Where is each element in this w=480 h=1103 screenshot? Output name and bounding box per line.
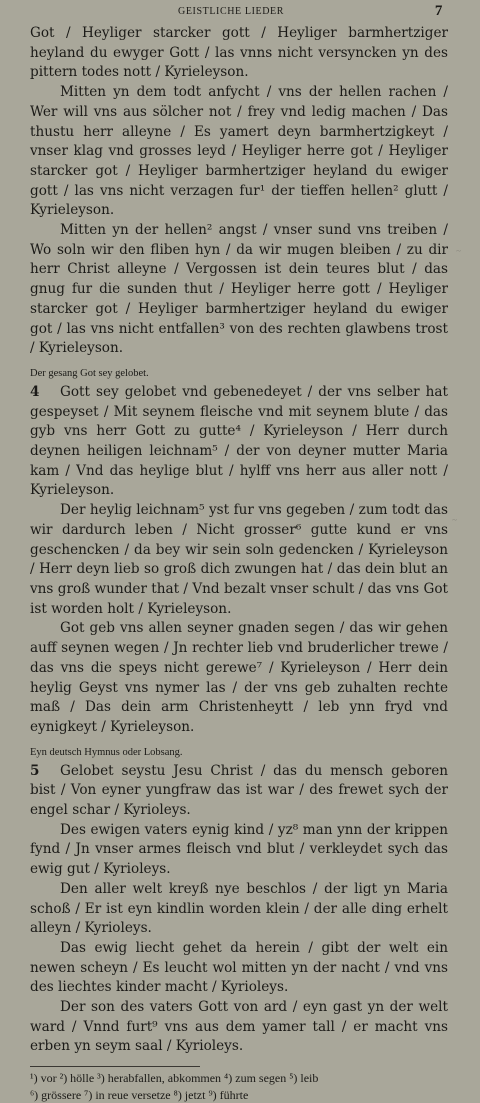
verse-paragraph: Der son des vaters Gott von ard / eyn gast yn der welt ward / Vnnd furt⁹ vns aus dem yamer tall / er macht vns erben yn seym saal / Kyrioleys. [30, 999, 448, 1055]
verse-paragraph: Der heylig leichnam⁵ yst fur vns gegeben / zum todt das wir dardurch leben / Nicht grosser⁶ gutte kund er vns geschencken / da bey wir sein soln gedencken / Kyrieleyson / Herr deyn lieb so groß dich zwungen hat / das dein blut an vns groß wunder that / Vnd bezalt vnser schult / das vns Got ist worden holt / Kyrieleyson. [30, 502, 448, 617]
margin-pencil-mark: ~ [456, 246, 462, 256]
verse-text: Gelobet seystu Jesu Christ / das du mensch geboren bist / Von eyner yungfraw das ist war / des frewet sych der engel schar / Kyrioleys. [30, 762, 448, 819]
verse-paragraph: Got / Heyliger starcker gott / Heyliger barmhertziger heyland du ewyger Gott / las vnns nicht versyncken yn des pittern todes nott / Kyrieleyson. [30, 25, 448, 81]
verse-paragraph: Mitten yn der hellen² angst / vnser sund vns treiben / Wo soln wir den fliben hyn / da wir mugen bleiben / zu dir herr Christ alleyne / Vergossen ist dein teures blut / das gnug fur die sunden thut / Heyliger herre gott / Heyliger starcker got / Heyliger barmhertziger heyland du ewiger got / las vns nicht entfallen³ von des rechten glawbens trost / Kyrieleyson. [30, 222, 448, 357]
running-head [0, 3, 480, 20]
song-heading: Eyn deutsch Hymnus oder Lobsang. [30, 746, 183, 758]
verse-text: Gott sey gelobet vnd gebenedeyet / der vns selber hat gespeyset / Mit seynem fleische vnd mit seynem blute / das gyb vns herr Gott zu gutte⁴ / Kyrieleyson / Herr durch deynen heiligen leichnam⁵ / der von deyner mutter Maria kam / Vnd das heylige blut / hylff vns herr aus aller nott / Kyrieleyson. [30, 383, 448, 499]
verse-paragraph: Mitten yn dem todt anfycht / vns der hellen rachen / Wer will vns aus sölcher not / frey vnd ledig machen / Das thustu herr alleyne / Es yamert deyn barmhertzigkeyt / vnser klag vnd grosses leyd / Heyliger herre got / Heyliger starcker got / Heyliger barmhertziger heyland du ewiger gott / las vns nicht verzagen fur¹ der tieffen hellen² glutt / Kyrieleyson. [30, 84, 448, 219]
verse-paragraph: Got geb vns allen seyner gnaden segen / das wir gehen auff seynen wegen / Jn rechter lieb vnd bruderlicher trewe / das vns die speys nicht gerewe⁷ / Kyrieleyson / Herr dein heylig Geyst vns nymer las / der vns geb zuhalten rechte maß / Das dein arm Christenheytt / leb ynn fryd vnd eynigkeyt / Kyrieleyson. [30, 620, 448, 735]
footnote-rule [30, 1066, 200, 1067]
song-number: 5 [30, 762, 40, 779]
running-title: GEISTLICHE LIEDER [178, 6, 285, 17]
verse-paragraph [30, 383, 448, 501]
footnotes [30, 1070, 448, 1103]
body-text [30, 24, 448, 1103]
margin-pencil-mark: ~ [452, 515, 458, 525]
verse-paragraph: Den aller welt kreyß nye beschlos / der ligt yn Maria schoß / Er ist eyn kindlin worden klein / der alle ding erhelt alleyn / Kyrioleys. [30, 880, 448, 937]
song-heading: Der gesang Got sey gelobet. [30, 367, 149, 379]
verse-paragraph: Das ewig liecht gehet da herein / gibt der welt ein newen scheyn / Es leucht wol mitten yn der nacht / vnd vns des liechtes kinder macht / Kyrioleys. [30, 939, 448, 996]
footnote-line: ⁶) grössere ⁷) in reue versetze ⁸) jetzt ⁹) führte [30, 1087, 249, 1102]
page-number: 7 [434, 3, 443, 19]
verse-paragraph: Des ewigen vaters eynig kind / yz⁸ man ynn der krippen fynd / Jn vnser armes fleisch vnd blut / verkleydet sych das ewig gut / Kyrioleys. [30, 821, 448, 878]
verse-paragraph [30, 762, 448, 821]
song-number: 4 [30, 383, 40, 400]
footnote-line: ¹) vor ²) hölle ³) herabfallen, abkommen ⁴) zum segen ⁵) leib [30, 1071, 319, 1086]
